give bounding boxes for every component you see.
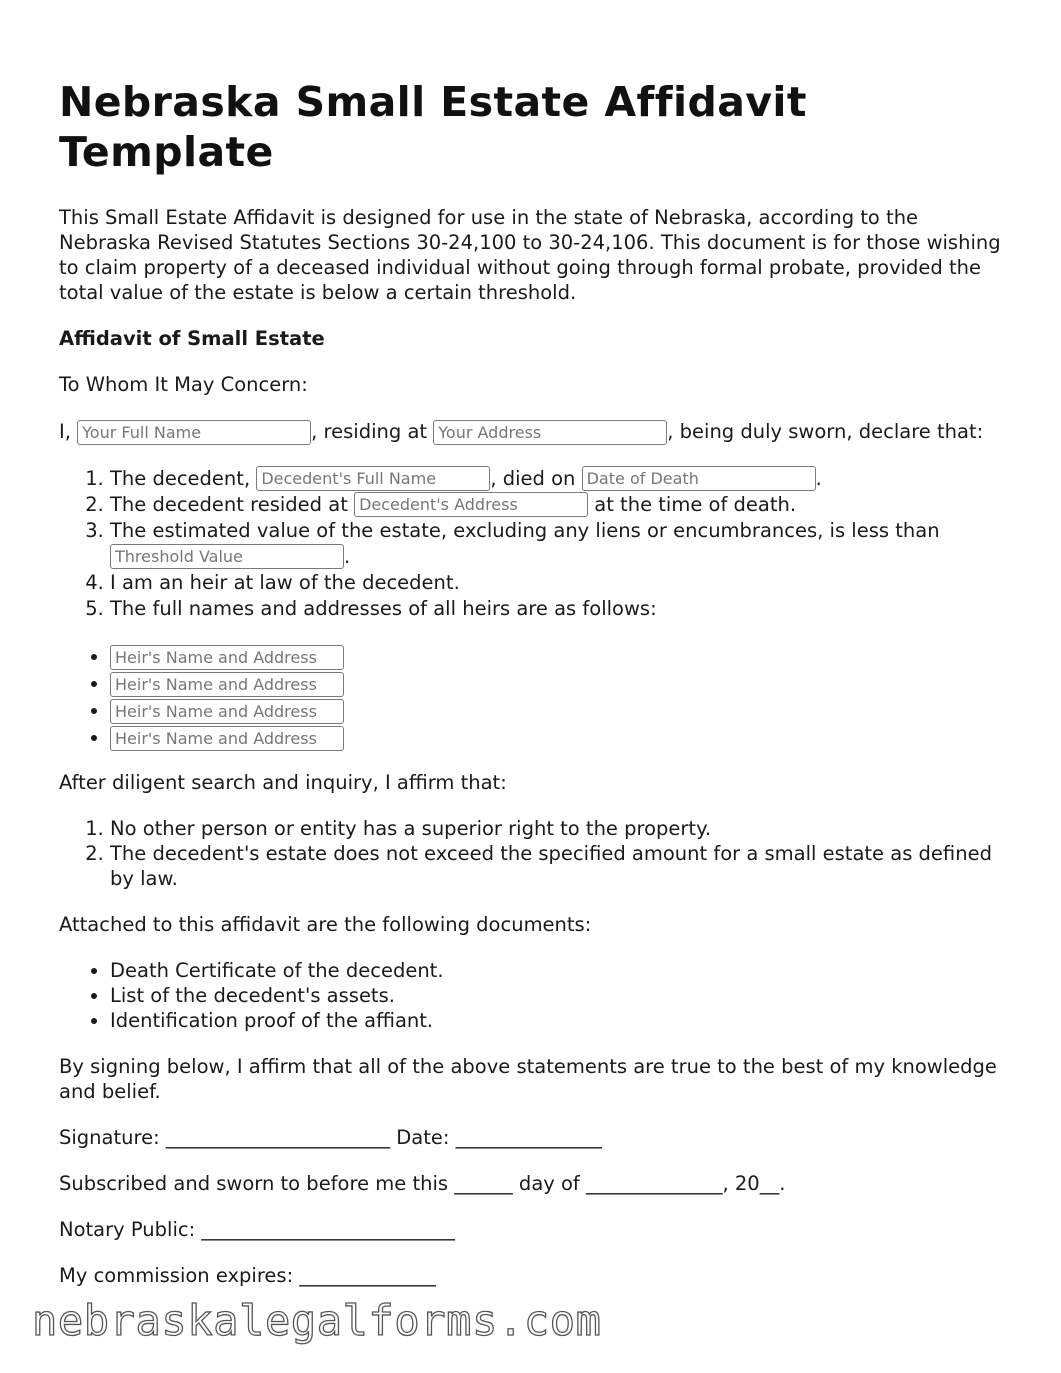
diligent-intro: After diligent search and inquiry, I affirm that:: [59, 771, 507, 794]
affirmation-item: 2. The decedent's estate does not exceed the specified amount for a small estate as defined by law.: [110, 841, 1004, 891]
signature-line: Signature: _______________________ Date: _______________: [59, 1126, 602, 1149]
heir-name-address-input[interactable]: [110, 645, 344, 670]
attached-intro: Attached to this affidavit are the following documents:: [59, 913, 592, 936]
declaration-residing: , residing at: [311, 420, 428, 443]
fact-item-residence: [110, 492, 1004, 518]
commission-line: My commission expires: ______________: [59, 1264, 436, 1287]
fact-text: The decedent,: [110, 467, 251, 490]
fact-item-heir: 4. I am an heir at law of the decedent.: [110, 570, 1004, 596]
your-full-name-input[interactable]: [77, 420, 311, 445]
heirs-list: [59, 643, 1004, 751]
fact-text: The estimated value of the estate, excluding any liens or encumbrances, is less than: [110, 519, 940, 542]
document-page: [59, 68, 1004, 1309]
attachments-list: [59, 958, 1004, 1033]
fact-item-heirs-list: 5. The full names and addresses of all heirs are as follows:: [110, 596, 1004, 622]
declaration-line: [59, 418, 1004, 445]
salutation: To Whom It May Concern:: [59, 373, 308, 396]
your-address-input[interactable]: [433, 420, 667, 445]
heir-item: [110, 643, 1004, 670]
facts-list: [59, 466, 1004, 622]
section-title: Affidavit of Small Estate: [59, 327, 325, 350]
heir-name-address-input[interactable]: [110, 699, 344, 724]
site-watermark: nebraskalegalforms.com: [32, 1296, 602, 1345]
decedent-address-input[interactable]: [354, 492, 588, 517]
date-of-death-input[interactable]: [582, 466, 816, 491]
affirmation-item: 1. No other person or entity has a superior right to the property.: [110, 816, 1004, 841]
heir-item: [110, 697, 1004, 724]
attachment-item: • List of the decedent's assets.: [110, 983, 1004, 1008]
attachment-item: • Death Certificate of the decedent.: [110, 958, 1004, 983]
page-title: Nebraska Small Estate Affidavit Template: [59, 78, 807, 176]
heir-name-address-input[interactable]: [110, 672, 344, 697]
declaration-prefix: I,: [59, 420, 71, 443]
attachment-item: • Identification proof of the affiant.: [110, 1008, 1004, 1033]
heir-item: [110, 670, 1004, 697]
fact-text: .: [815, 467, 822, 490]
heir-item: [110, 724, 1004, 751]
sworn-line: Subscribed and sworn to before me this ______ day of ______________, 20__.: [59, 1172, 786, 1195]
fact-text: , died on: [490, 467, 576, 490]
notary-line: Notary Public: __________________________: [59, 1218, 455, 1241]
fact-text: at the time of death.: [594, 493, 797, 516]
fact-item-value: [110, 518, 1004, 570]
threshold-value-input[interactable]: [110, 544, 344, 569]
fact-item-decedent: [110, 466, 1004, 492]
fact-text: The decedent resided at: [110, 493, 348, 516]
affirmations-list: [59, 816, 1004, 891]
fact-text: .: [344, 545, 351, 568]
intro-paragraph: This Small Estate Affidavit is designed for use in the state of Nebraska, according to the Nebraska Revised Statutes Sections 30-24,100 to 30-24,106. This document is for those wishing to claim property of a deceased individual without going through formal probate, provided the total value of the estate is below a certain threshold.: [59, 206, 1001, 304]
signing-statement: By signing below, I affirm that all of the above statements are true to the best of my knowledge and belief.: [59, 1055, 997, 1103]
declaration-suffix: , being duly sworn, declare that:: [667, 420, 984, 443]
decedent-full-name-input[interactable]: [256, 466, 490, 491]
heir-name-address-input[interactable]: [110, 726, 344, 751]
